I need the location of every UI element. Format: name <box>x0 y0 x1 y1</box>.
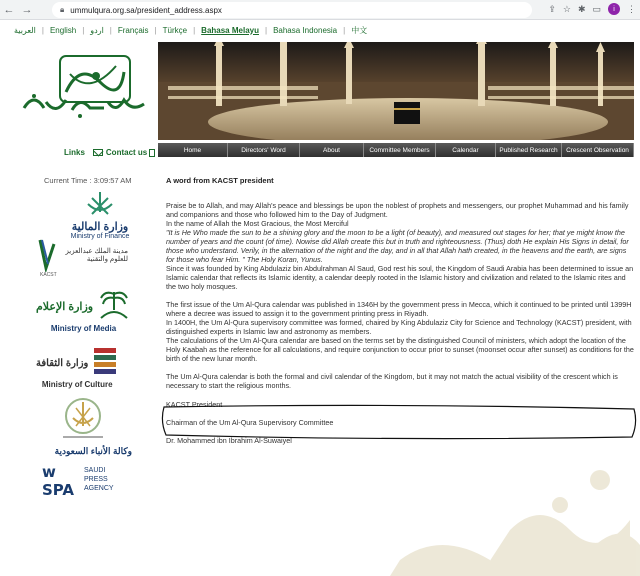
signature-role: Chairman of the Um Al-Qura Supervisory Committee <box>166 418 334 427</box>
language-link[interactable]: Türkçe <box>162 25 188 35</box>
language-separator: | <box>264 25 268 35</box>
nav-item[interactable]: Crescent Observation <box>562 143 634 157</box>
svg-text:w: w <box>42 463 56 481</box>
share-icon[interactable]: ⇪ <box>548 3 556 14</box>
basmala-line: In the name of Allah the Most Gracious, the Most Merciful <box>166 219 349 228</box>
saudi-emblem-icon <box>70 190 130 220</box>
sponsor-en: KACST <box>40 272 57 278</box>
nav-item[interactable]: Directors' Word <box>228 143 300 157</box>
ummulqura-logo[interactable] <box>20 52 148 128</box>
sponsor-ministry-of-finance[interactable] <box>70 190 130 240</box>
language-link[interactable]: العربية <box>14 25 36 35</box>
language-separator: | <box>154 25 157 35</box>
language-link[interactable]: English <box>49 25 77 35</box>
mecca-banner-image <box>158 42 634 140</box>
language-link[interactable]: اردو <box>90 25 104 35</box>
language-link[interactable]: Bahasa Indonesia <box>273 25 338 35</box>
nav-item[interactable]: Home <box>158 143 228 157</box>
back-icon[interactable]: ← <box>3 3 15 16</box>
address-bar[interactable] <box>52 2 532 18</box>
calculations-paragraph: The calculations of the Um Al-Qura calendar are based on the terms set by the distinguished Council of ministers, which adopt the location of the Holy Kaabah as the reference for all calculations, and require conjunction to occur prior to sunset (moonset occur after sunset) as conditions for the birth of the new lunar month. <box>166 336 634 363</box>
calligraphy-background-decoration <box>360 450 640 576</box>
sponsor-ministry-of-media[interactable] <box>36 288 131 333</box>
language-bar <box>0 20 640 40</box>
svg-text:SPA: SPA <box>42 481 75 497</box>
astronomy-emblem-icon <box>58 396 108 442</box>
quran-quote: "It is He Who made the sun to be a shining glory and the moon to be a light (of beauty), and measured out stages for her; that ye might know the number of years and the count (of time). Nowise did Allah create this but in truth and righteousness. (Thus) doth He explain His Signs in detail, for those who understand. Verily, in the alternation of the night and the day, and in all that Allah hath created, in the heavens and the earth, are signs for those who fear Him. " The Holy Koran, Yunus. <box>166 228 629 264</box>
nav-item[interactable]: About <box>300 143 364 157</box>
committee-paragraph: In 1400H, the Um Al-Qura supervisory committee was formed, chaired by King Abdulaziz City for Science and Technology (KACST) president, with distinguished experts in Islamic law and astronomy as members. <box>166 318 632 336</box>
language-link[interactable]: 中文 <box>351 25 368 35</box>
document-icon <box>149 149 155 157</box>
sponsor-en: Ministry of Finance <box>70 233 130 240</box>
spa-logo-icon <box>40 461 80 497</box>
sponsor-ar: وزارة المالية <box>71 221 129 233</box>
profile-avatar[interactable]: i <box>608 3 620 15</box>
sponsor-kacst[interactable] <box>36 238 128 278</box>
language-link[interactable]: Français <box>117 25 149 35</box>
links-link[interactable]: Links <box>64 148 85 157</box>
handdrawn-highlight-outline <box>158 403 640 443</box>
signature-name: Dr. Mohammed ibn Ibrahim Al-Suwaiyel <box>166 436 292 445</box>
extensions-icon[interactable]: ✱ <box>577 3 586 14</box>
mail-icon <box>93 149 103 156</box>
menu-kebab-icon[interactable]: ⋮ <box>627 3 636 14</box>
sponsor-en: Ministry of Culture <box>41 380 113 389</box>
browser-toolbar <box>0 0 640 20</box>
page-title: A word from KACST president <box>166 176 274 185</box>
forward-icon[interactable]: → <box>21 3 33 16</box>
sponsor-en: SAUDI PRESS AGENCY <box>84 466 114 492</box>
tab-search-icon[interactable]: ▭ <box>592 3 601 14</box>
nav-item[interactable]: Published Research <box>496 143 562 157</box>
main-nav-menu <box>158 143 634 157</box>
sponsor-astronomy-society[interactable] <box>58 396 108 442</box>
sponsor-ar: وكالة الأنباء السعودية <box>54 446 132 456</box>
contact-us-label: Contact us <box>105 148 148 157</box>
nav-item[interactable]: Calendar <box>436 143 496 157</box>
history-paragraph: Since it was founded by King Abdulaziz bin Abdulrahman Al Saud, God rest his soul, the Kingdom of Saudi Arabia has been determined to issue an Islamic calendar that reflects its Islamic identity, a calendar deeply rooted in the Islamic history and civilization and related to the Islamic rites and the two holy mosques. <box>166 264 634 291</box>
kacst-logo-icon <box>36 238 58 272</box>
sponsor-saudi-press-agency[interactable] <box>40 446 132 497</box>
civil-calendar-paragraph: The Um Al-Qura calendar is both the formal and civil calendar of the Kingdom, but it may not match the actual visibility of the crescent which is necessary to start the religious months. <box>166 372 618 390</box>
bookmark-star-icon[interactable]: ☆ <box>562 3 571 14</box>
sponsor-en: Ministry of Media <box>50 324 117 333</box>
intro-paragraph: Praise be to Allah, and may Allah's peace and blessings be upon the noblest of prophets and messengers, our prophet Muhammad and his family and companions and those who followed him to the Day of Judgment. <box>166 201 629 219</box>
lock-icon: 🔒︎ <box>60 5 65 14</box>
language-separator: | <box>41 25 44 35</box>
nav-item[interactable]: Committee Members <box>364 143 436 157</box>
signature-title: KACST President <box>166 400 223 409</box>
sponsor-ministry-of-culture[interactable] <box>36 346 118 389</box>
sponsor-ar: وزارة الثقافة <box>36 357 89 369</box>
palm-swords-emblem-icon <box>97 288 131 324</box>
language-separator: | <box>109 25 112 35</box>
sponsor-ar: مدينة الملك عبدالعزيز للعلوم والتقنية <box>65 248 128 263</box>
culture-logo-icon <box>92 346 118 380</box>
language-separator: | <box>82 25 85 35</box>
current-time: Current Time : 3:09:57 AM <box>44 176 132 185</box>
url-text: ummulqura.org.sa/president_address.aspx <box>70 5 222 15</box>
first-issue-paragraph: The first issue of the Um Al-Qura calendar was published in 1346H by the government press in Mecca, which it continued to be printed until 1399H where a decree was issued to assign it to the government printing press in Riyadh. <box>166 300 632 318</box>
contact-us-link[interactable] <box>93 148 155 157</box>
language-link[interactable]: Bahasa Melayu <box>201 25 259 35</box>
language-separator: | <box>193 25 196 35</box>
sponsor-ar: وزارة الإعلام <box>36 300 94 313</box>
language-separator: | <box>343 25 346 35</box>
